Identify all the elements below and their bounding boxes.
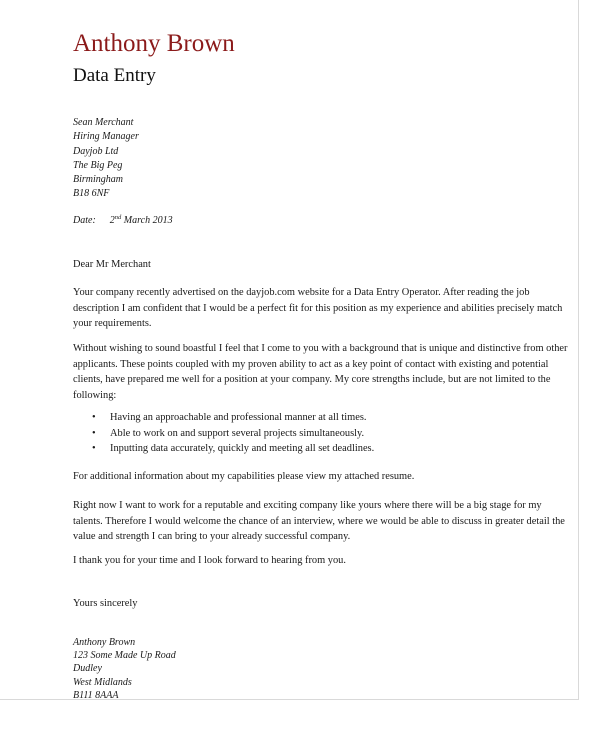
applicant-name: Anthony Brown	[73, 30, 235, 57]
paragraph-thanks: I thank you for your time and I look forward to hearing from you.	[73, 555, 346, 566]
date-day: 2	[109, 215, 115, 226]
strengths-list	[73, 410, 374, 457]
recipient-street: The Big Peg	[73, 159, 123, 171]
paragraph-resume: For additional information about my capabilities please view my attached resume.	[73, 471, 415, 482]
letter-date	[73, 214, 173, 228]
recipient-postcode: B18 6NF	[73, 188, 110, 200]
recipient-name: Sean Merchant	[73, 117, 134, 128]
sender-name: Anthony Brown	[73, 637, 136, 648]
sender-street: 123 Some Made Up Road	[73, 650, 176, 662]
list-item: • Able to work on and support several projects simultaneously.	[73, 426, 374, 442]
paragraph-interview: Right now I want to work for a reputable and exciting company like yours where there will be a big stage for my talents. Therefore I would welcome the chance of an interview, where we would be able to discuss in greater detail the value and strength I can bring to your already successful company.	[73, 500, 565, 543]
sender-region: West Midlands	[73, 676, 132, 688]
bullet-icon: •	[92, 412, 96, 423]
paragraph-intro: Your company recently advertised on the dayjob.com website for a Data Entry Operator. After reading the job description I am confident that I would be a perfect fit for this position as my experience and abilities precisely match your requirements.	[73, 287, 563, 330]
bullet-icon: •	[92, 443, 96, 454]
recipient-city: Birmingham	[73, 174, 123, 186]
paragraph-background: Without wishing to sound boastful I feel that I come to you with a background that is unique and distinctive from other applicants. These points coupled with my proven ability to act as a key point of contact with existing and potential clients, have prepared me well for a position at your company. My core strengths include, but are not limited to the following:	[73, 343, 568, 401]
sender-town: Dudley	[73, 663, 102, 675]
sender-postcode: B111 8AAA	[73, 689, 119, 701]
list-item: • Inputting data accurately, quickly and meeting all set deadlines.	[73, 441, 374, 457]
bullet-icon: •	[92, 427, 96, 439]
list-item: • Having an approachable and professional manner at all times.	[73, 410, 374, 426]
recipient-address	[73, 116, 139, 202]
closing: Yours sincerely	[73, 598, 138, 609]
job-title: Data Entry	[73, 65, 156, 86]
date-month-year: March 2013	[123, 215, 173, 226]
date-day-suffix: nd	[114, 214, 122, 221]
salutation: Dear Mr Merchant	[73, 259, 151, 270]
recipient-position: Hiring Manager	[73, 131, 139, 143]
recipient-company: Dayjob Ltd	[73, 145, 119, 157]
date-label: Date:	[73, 215, 96, 226]
sender-address	[73, 636, 176, 702]
